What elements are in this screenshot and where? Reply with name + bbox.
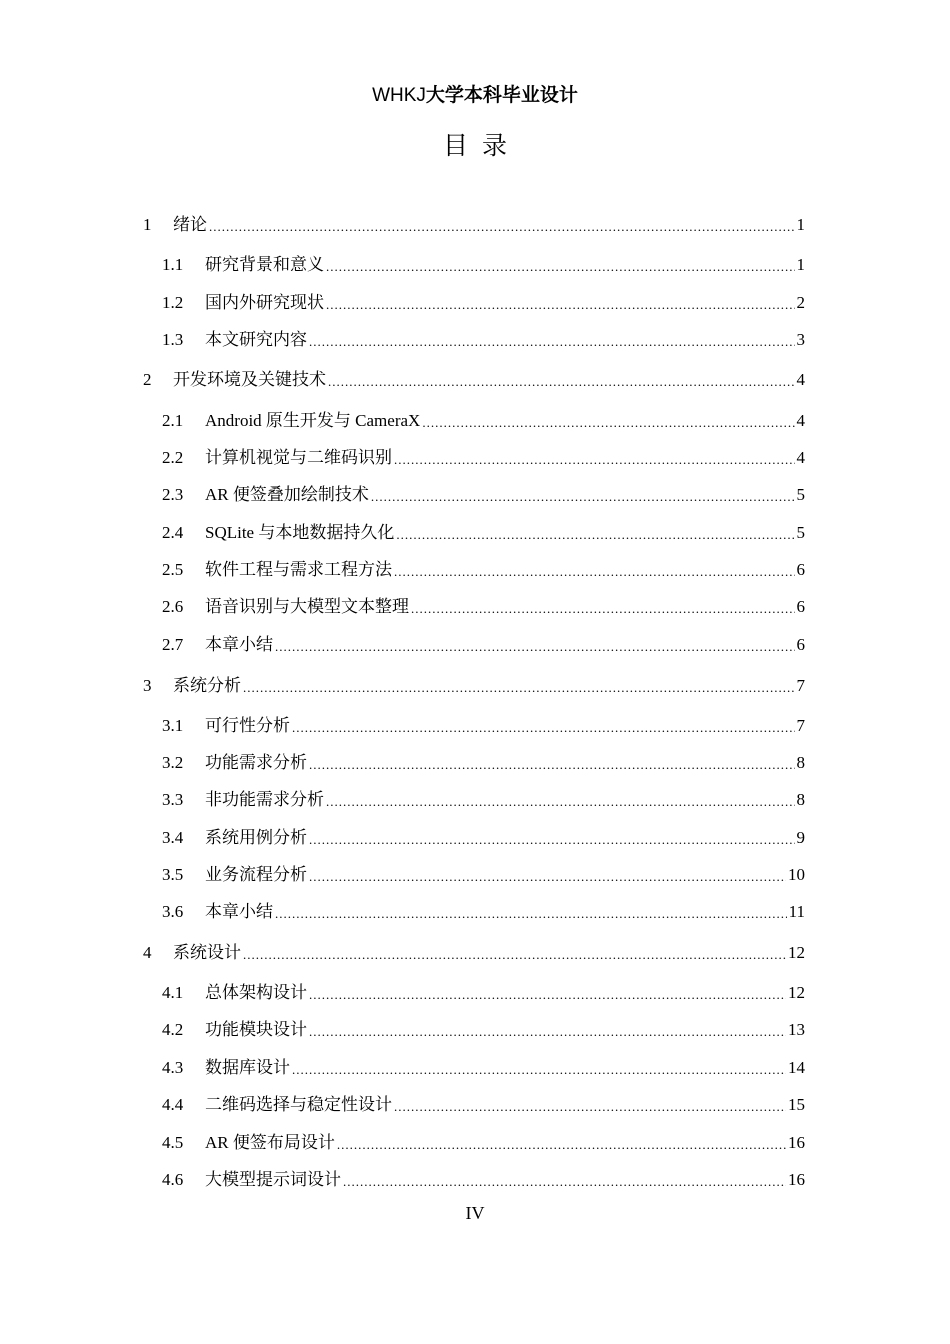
toc-leader-dots — [309, 756, 795, 774]
toc-entry-title: 可行性分析 — [205, 716, 290, 735]
toc-leader-dots — [309, 868, 786, 886]
toc-entry-title: 本文研究内容 — [205, 330, 307, 349]
toc-leader-dots — [337, 1136, 786, 1154]
toc-entry-number: 3 — [143, 676, 152, 695]
toc-leader-dots — [309, 986, 786, 1004]
toc-entry-title: 功能模块设计 — [205, 1020, 307, 1039]
toc-leader-dots — [275, 905, 787, 923]
toc-entry-title: 功能需求分析 — [205, 753, 307, 772]
toc-entry[interactable] — [162, 750, 805, 774]
toc-entry[interactable] — [162, 899, 805, 923]
toc-leader-dots — [394, 1098, 786, 1116]
toc-entry-page: 3 — [796, 330, 805, 349]
toc-entry[interactable] — [162, 327, 805, 351]
toc-entry-number: 4.3 — [162, 1058, 184, 1077]
toc-entry-page: 16 — [788, 1133, 805, 1152]
toc-entry-page: 7 — [796, 676, 805, 695]
toc-entry-page: 13 — [788, 1020, 805, 1039]
toc-entry[interactable] — [143, 940, 805, 964]
toc-leader-dots — [326, 793, 795, 811]
toc-entry[interactable] — [162, 482, 805, 506]
toc-leader-dots — [396, 526, 794, 544]
toc-entry-title: 总体架构设计 — [205, 983, 307, 1002]
toc-entry-number: 3.3 — [162, 790, 184, 809]
toc-entry-title: 大模型提示词设计 — [205, 1170, 341, 1189]
toc-entry-number: 2.6 — [162, 597, 184, 616]
toc-entry[interactable] — [143, 673, 805, 697]
toc-entry[interactable] — [162, 445, 805, 469]
toc-entry-number: 2.1 — [162, 411, 184, 430]
toc-leader-dots — [422, 414, 794, 432]
toc-entry-title: 二维码选择与稳定性设计 — [205, 1095, 392, 1114]
toc-entry-title: 研究背景和意义 — [205, 255, 324, 274]
toc-leader-dots — [309, 1023, 786, 1041]
toc-entry-number: 2 — [143, 370, 152, 389]
toc-entry-number: 3.4 — [162, 828, 184, 847]
toc-entry-number: 4.4 — [162, 1095, 184, 1114]
toc-entry-number: 1 — [143, 215, 152, 234]
toc-entry-title: AR 便签布局设计 — [205, 1133, 335, 1152]
toc-entry[interactable] — [162, 825, 805, 849]
toc-entry-number: 2.3 — [162, 485, 184, 504]
toc-leader-dots — [394, 451, 795, 469]
toc-leader-dots — [309, 333, 795, 351]
toc-entry[interactable] — [162, 1092, 805, 1116]
toc-entry-page: 1 — [796, 215, 805, 234]
toc-leader-dots — [292, 1061, 786, 1079]
toc-entry-number: 2.7 — [162, 635, 184, 654]
toc-leader-dots — [326, 296, 795, 314]
toc-entry-number: 3.5 — [162, 865, 184, 884]
toc-entry-number: 1.1 — [162, 255, 184, 274]
toc-leader-dots — [394, 563, 795, 581]
toc-entry[interactable] — [162, 787, 805, 811]
toc-leader-dots — [275, 638, 795, 656]
toc-entry-number: 1.3 — [162, 330, 184, 349]
toc-entry-page: 5 — [796, 485, 805, 504]
toc-leader-dots — [371, 488, 795, 506]
toc-entry-title: 系统分析 — [173, 676, 241, 695]
toc-entry-page: 8 — [796, 753, 805, 772]
toc-entry[interactable] — [162, 557, 805, 581]
toc-entry-title: SQLite 与本地数据持久化 — [205, 523, 395, 542]
toc-entry-title: 开发环境及关键技术 — [173, 370, 326, 389]
toc-entry-page: 12 — [788, 943, 805, 962]
toc-entry-number: 3.2 — [162, 753, 184, 772]
toc-entry-number: 4.2 — [162, 1020, 184, 1039]
toc-entry-title: 非功能需求分析 — [205, 790, 324, 809]
toc-entry-number: 4.1 — [162, 983, 184, 1002]
toc-leader-dots — [328, 373, 795, 391]
toc-entry-page: 4 — [796, 370, 805, 389]
toc-leader-dots — [411, 600, 795, 618]
toc-leader-dots — [343, 1173, 786, 1191]
toc-entry-number: 4 — [143, 943, 152, 962]
toc-entry-title: 系统用例分析 — [205, 828, 307, 847]
toc-entry-title: 本章小结 — [205, 635, 273, 654]
toc-entry-page: 10 — [788, 865, 805, 884]
toc-leader-dots — [209, 218, 795, 236]
toc-entry-title: 数据库设计 — [205, 1058, 290, 1077]
toc-entry-number: 3.6 — [162, 902, 184, 921]
toc-entry-number: 4.5 — [162, 1133, 184, 1152]
toc-entry-title: 绪论 — [173, 215, 207, 234]
toc-entry-page: 1 — [796, 255, 805, 274]
toc-entry[interactable] — [162, 252, 805, 276]
toc-entry[interactable] — [162, 1055, 805, 1079]
toc-entry[interactable] — [162, 594, 805, 618]
toc-entry[interactable] — [162, 290, 805, 314]
toc-entry[interactable] — [162, 1167, 805, 1191]
toc-entry-number: 3.1 — [162, 716, 184, 735]
toc-entry-number: 1.2 — [162, 293, 184, 312]
toc-leader-dots — [309, 831, 795, 849]
toc-entry[interactable] — [162, 1017, 805, 1041]
toc-entry[interactable] — [162, 632, 805, 656]
toc-entry-page: 7 — [796, 716, 805, 735]
toc-entry-title: AR 便签叠加绘制技术 — [205, 485, 369, 504]
toc-entry-page: 15 — [788, 1095, 805, 1114]
page-number: IV — [465, 1203, 485, 1223]
toc-entry-page: 9 — [796, 828, 805, 847]
toc-entry-title: 本章小结 — [205, 902, 273, 921]
toc-entry-title: Android 原生开发与 CameraX — [205, 411, 421, 430]
toc-entry-page: 6 — [796, 635, 805, 654]
toc-entry-page: 2 — [796, 293, 805, 312]
toc-entry-title: 系统设计 — [173, 943, 241, 962]
toc-entry-page: 5 — [796, 523, 805, 542]
toc-leader-dots — [292, 719, 795, 737]
toc-entry-title: 国内外研究现状 — [205, 293, 324, 312]
running-header — [0, 82, 950, 109]
toc-entry-page: 6 — [796, 560, 805, 579]
toc-leader-dots — [243, 946, 786, 964]
toc-entry-number: 2.4 — [162, 523, 184, 542]
toc-entry-title: 业务流程分析 — [205, 865, 307, 884]
toc-entry-page: 4 — [796, 411, 805, 430]
toc-entry-number: 2.5 — [162, 560, 184, 579]
toc-entry-title: 语音识别与大模型文本整理 — [205, 597, 409, 616]
toc-leader-dots — [326, 258, 795, 276]
toc-entry[interactable] — [143, 367, 805, 391]
toc-entry-page: 11 — [788, 902, 805, 921]
toc-entry-page: 12 — [788, 983, 805, 1002]
toc-entry[interactable] — [162, 408, 805, 432]
toc-entry-title: 计算机视觉与二维码识别 — [205, 448, 392, 467]
page-title: 目录 — [442, 131, 521, 160]
toc-entry[interactable] — [162, 520, 805, 544]
toc-entry-page: 8 — [796, 790, 805, 809]
toc-entry-number: 2.2 — [162, 448, 184, 467]
toc-entry[interactable] — [162, 862, 805, 886]
header-institution-code: WHKJ — [372, 85, 426, 106]
toc-leader-dots — [243, 679, 795, 697]
toc-entry-page: 4 — [796, 448, 805, 467]
toc-entry[interactable] — [143, 212, 805, 236]
toc-entry-page: 14 — [788, 1058, 805, 1077]
toc-entry-page: 16 — [788, 1170, 805, 1189]
toc-entry-title: 软件工程与需求工程方法 — [205, 560, 392, 579]
toc-entry[interactable] — [162, 1130, 805, 1154]
toc-entry-page: 6 — [796, 597, 805, 616]
toc-entry[interactable] — [162, 980, 805, 1004]
toc-entry[interactable] — [162, 713, 805, 737]
header-document-type: 大学本科毕业设计 — [425, 84, 578, 106]
toc-entry-number: 4.6 — [162, 1170, 184, 1189]
